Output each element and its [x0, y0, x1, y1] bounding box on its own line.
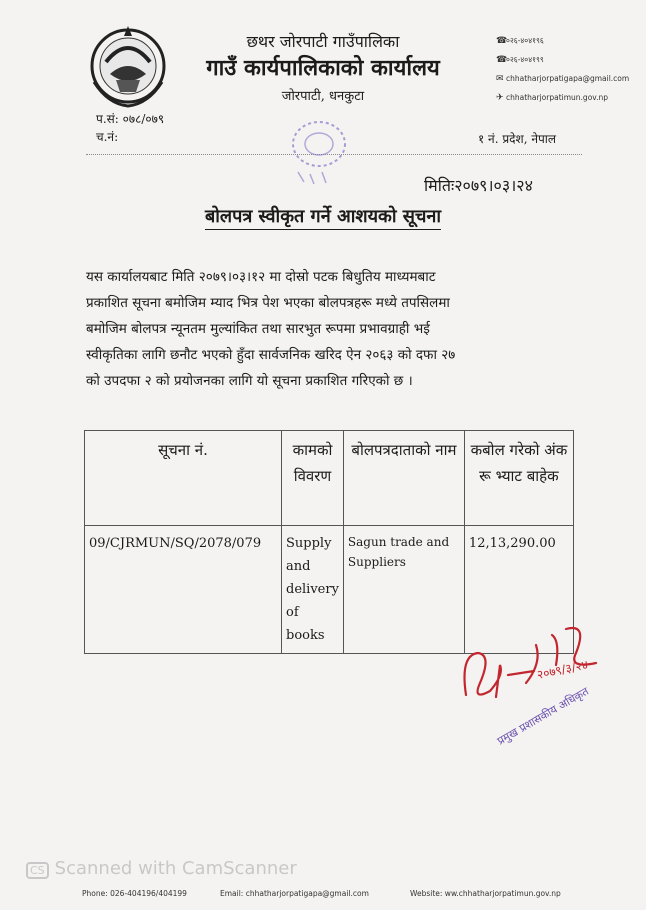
phone-2: ☎०२६-४०४१९९	[496, 55, 544, 65]
notice-line: को उपदफा २ को प्रयोजनका लागि यो सूचना प्रकाशित गरिएको छ ।	[86, 373, 413, 389]
notice-date: मितिः२०७९।०३।२४	[424, 176, 533, 195]
notice-line: प्रकाशित सूचना बमोजिम म्याद भित्र पेश भएका बोलपत्रहरू मध्ये तपसिलमा	[86, 295, 450, 311]
svg-text:२०७९/३/२४: २०७९/३/२४	[535, 657, 590, 682]
footer-phone: Phone: 026-404196/404199	[82, 889, 187, 898]
notice-line: स्वीकृतिका लागि छनौट भएको हुँदा सार्वजनिक खरिद ऐन २०६३ को दफा २७	[86, 347, 456, 363]
table-header-row	[85, 431, 574, 526]
column-header-bidder: बोलपत्रदाताको नाम	[343, 431, 464, 526]
office-stamp	[288, 108, 350, 186]
column-header-amount: कबोल गरेको अंक रू भ्याट बाहेक	[464, 431, 573, 526]
fax-icon: ☎	[496, 55, 508, 65]
footer-website: Website: ww.chhatharjorpatimun.gov.np	[410, 889, 561, 898]
office-name: गाउँ कार्यपालिकाको कार्यालय	[206, 55, 440, 81]
column-header-description: कामको विवरण	[282, 431, 344, 526]
notice-title: बोलपत्र स्वीकृत गर्ने आशयको सूचना	[0, 204, 646, 228]
camscanner-icon: CS	[26, 862, 49, 879]
cell-notice-no: 09/CJRMUN/SQ/2078/079	[85, 526, 282, 654]
phone-icon: ☎	[496, 36, 508, 46]
email: ✉ chhatharjorpatigapa@gmail.com	[496, 74, 630, 84]
svg-text:प्रमुख प्रशासकीय अधिकृत: प्रमुख प्रशासकीय अधिकृत	[495, 684, 591, 748]
notice-line: बमोजिम बोलपत्र न्यूनतम मुल्यांकित तथा सारभुत रूपमा प्रभावग्राही भई	[86, 321, 430, 337]
notice-line: यस कार्यालयबाट मिति २०७९।०३।१२ मा दोस्रो पटक बिधुतिय माध्यमबाट	[86, 269, 436, 285]
footer-email: Email: chhatharjorpatigapa@gmail.com	[220, 889, 369, 898]
dispatch-number: च.नं:	[96, 130, 119, 144]
email-icon: ✉	[496, 74, 504, 84]
cell-bidder: Sagun trade and Suppliers	[343, 526, 464, 654]
handwritten-signature	[456, 605, 606, 750]
notice-body	[86, 264, 586, 394]
municipality-name: छथर जोरपाटी गाउँपालिका	[246, 32, 400, 51]
camscanner-watermark: CS Scanned with CamScanner	[26, 858, 297, 879]
signature-block	[456, 605, 606, 750]
cell-description: Supply and delivery of books	[282, 526, 344, 654]
office-address: जोरपाटी, धनकुटा	[281, 89, 365, 104]
globe-icon: ✈	[496, 93, 504, 103]
province-address: १ नं. प्रदेश, नेपाल	[478, 132, 557, 146]
cell-amount: 12,13,290.00	[464, 526, 573, 654]
reference-number: प.सं: ०७८/०७९	[96, 112, 165, 126]
website: ✈ chhatharjorpatimun.gov.np	[496, 93, 609, 103]
phone-1: ☎०२६-४०४१९६	[496, 36, 544, 46]
column-header-notice-no: सूचना नं.	[85, 431, 282, 526]
